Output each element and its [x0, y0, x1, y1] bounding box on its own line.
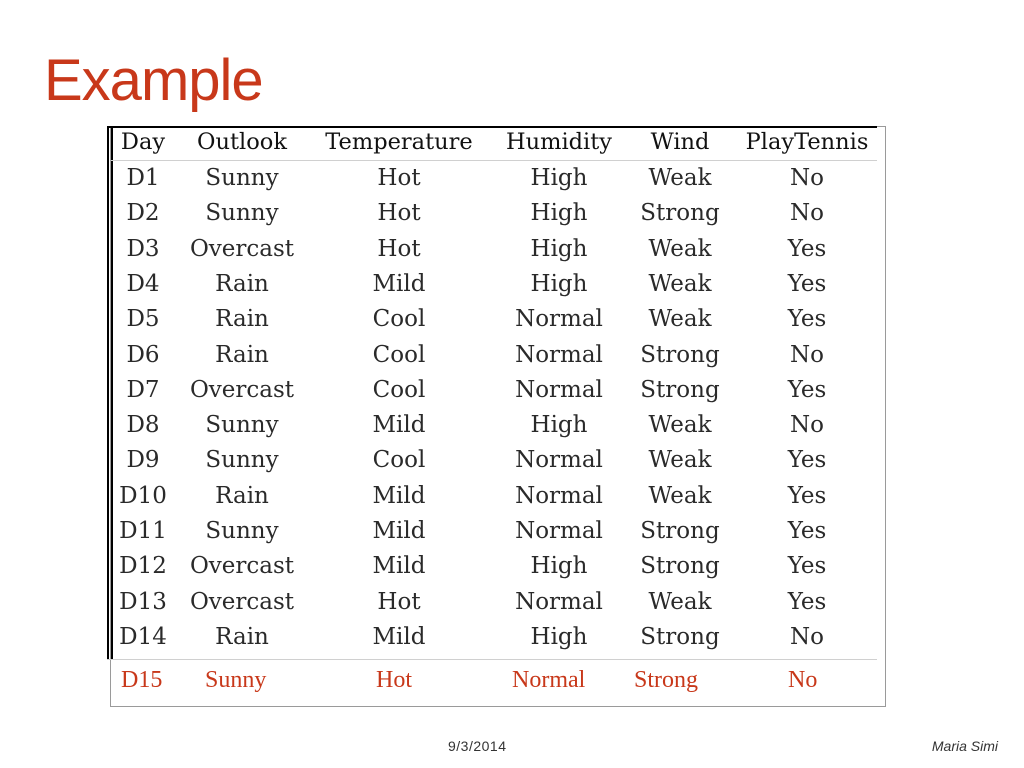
table-cell: Yes: [787, 235, 827, 262]
table-left-rule-inner: [111, 126, 113, 660]
table-cell: D4: [126, 270, 160, 297]
header-cell: Temperature: [325, 129, 473, 155]
table-cell: Sunny: [205, 447, 279, 474]
table-cell: D7: [126, 376, 160, 403]
table-cell: Normal: [515, 341, 603, 368]
table-cell: Yes: [787, 588, 827, 615]
table-cell: D1: [126, 165, 160, 191]
new-row-cell: Strong: [634, 667, 699, 693]
table-cell: D12: [119, 553, 167, 580]
table-cell: Weak: [648, 235, 712, 262]
new-row-cell: No: [788, 667, 818, 693]
table-cell: High: [530, 623, 588, 650]
table-cell: D9: [126, 447, 160, 474]
table-cell: Yes: [787, 482, 827, 509]
table-cell: High: [530, 412, 588, 439]
table-cell: Sunny: [205, 518, 279, 544]
table-cell: Rain: [215, 270, 269, 297]
table-cell: No: [790, 412, 824, 439]
table-cell: Strong: [640, 553, 720, 580]
table-cell: Normal: [515, 482, 603, 509]
new-row-cell: Normal: [512, 667, 586, 693]
table-cell: Strong: [640, 341, 720, 368]
table-cell: Yes: [787, 553, 827, 580]
table-cell: No: [790, 341, 824, 368]
table-cell: Weak: [648, 482, 712, 509]
table-cell: High: [530, 553, 588, 580]
table-cell: Strong: [640, 200, 720, 227]
table-left-rule-outer: [107, 126, 109, 660]
table-cell: Mild: [372, 270, 426, 297]
table-cell: Yes: [787, 376, 827, 403]
table-cell: Weak: [648, 306, 712, 333]
header-cell: PlayTennis: [745, 129, 869, 155]
table-cell: Sunny: [205, 412, 279, 439]
table-cell: Hot: [377, 235, 421, 262]
table-cell: D13: [119, 588, 167, 615]
table-cell: Normal: [515, 518, 603, 544]
table-cell: Cool: [372, 447, 426, 474]
table-cell: Overcast: [189, 553, 295, 580]
header-cell: Humidity: [506, 129, 612, 155]
table-cell: No: [790, 200, 824, 227]
table-cell: Weak: [648, 588, 712, 615]
table-header-divider: [111, 160, 877, 161]
table-cell: Overcast: [189, 588, 295, 615]
table-cell: D3: [126, 235, 160, 262]
table-cell: Strong: [640, 518, 720, 544]
table-cell: High: [530, 200, 588, 227]
table-cell: Mild: [372, 553, 426, 580]
slide-title: Example: [44, 48, 263, 113]
table-cell: Hot: [377, 165, 421, 191]
table-cell: D5: [126, 306, 160, 333]
new-row-cell: D15: [121, 667, 163, 693]
table-bottom-divider: [107, 659, 877, 660]
table-cell: Mild: [372, 412, 426, 439]
table-cell: High: [530, 270, 588, 297]
table-cell: Yes: [787, 306, 827, 333]
table-cell: Normal: [515, 588, 603, 615]
table-cell: Rain: [215, 623, 269, 650]
table-cell: D11: [119, 518, 167, 544]
table-cell: Weak: [648, 412, 712, 439]
table-cell: Yes: [787, 518, 827, 544]
table-cell: No: [790, 623, 824, 650]
table-cell: Rain: [215, 306, 269, 333]
table-cell: High: [530, 165, 588, 191]
table-cell: Strong: [640, 623, 720, 650]
table-cell: D8: [126, 412, 160, 439]
table-cell: D14: [119, 623, 167, 650]
table-cell: Weak: [648, 447, 712, 474]
table-cell: Yes: [787, 447, 827, 474]
table-cell: Rain: [215, 482, 269, 509]
table-cell: Sunny: [205, 165, 279, 191]
footer-date: 9/3/2014: [448, 738, 507, 754]
table-top-rule: [107, 126, 877, 128]
table-cell: Normal: [515, 447, 603, 474]
table-cell: Overcast: [189, 235, 295, 262]
table-cell: D2: [126, 200, 160, 227]
table-cell: Strong: [640, 376, 720, 403]
header-cell: Outlook: [197, 129, 287, 155]
table-cell: Sunny: [205, 200, 279, 227]
new-row-cell: Sunny: [205, 667, 267, 693]
table-cell: Cool: [372, 376, 426, 403]
table-cell: Normal: [515, 376, 603, 403]
new-row-cell: Hot: [376, 667, 412, 693]
table-cell: No: [790, 165, 824, 191]
table-cell: Cool: [372, 306, 426, 333]
table-cell: Hot: [377, 200, 421, 227]
table-cell: Hot: [377, 588, 421, 615]
table-cell: High: [530, 235, 588, 262]
header-cell: Wind: [650, 129, 710, 155]
table-cell: Mild: [372, 482, 426, 509]
table-cell: Mild: [372, 518, 426, 544]
table-cell: Overcast: [189, 376, 295, 403]
footer-author: Maria Simi: [931, 738, 998, 754]
table-cell: Cool: [372, 341, 426, 368]
table-cell: Mild: [372, 623, 426, 650]
table-cell: Rain: [215, 341, 269, 368]
table-cell: Weak: [648, 270, 712, 297]
table-cell: D6: [126, 341, 160, 368]
table-cell: Normal: [515, 306, 603, 333]
table-cell: D10: [119, 482, 167, 509]
header-cell: Day: [120, 129, 166, 155]
table-cell: Weak: [648, 165, 712, 191]
table-cell: Yes: [787, 270, 827, 297]
